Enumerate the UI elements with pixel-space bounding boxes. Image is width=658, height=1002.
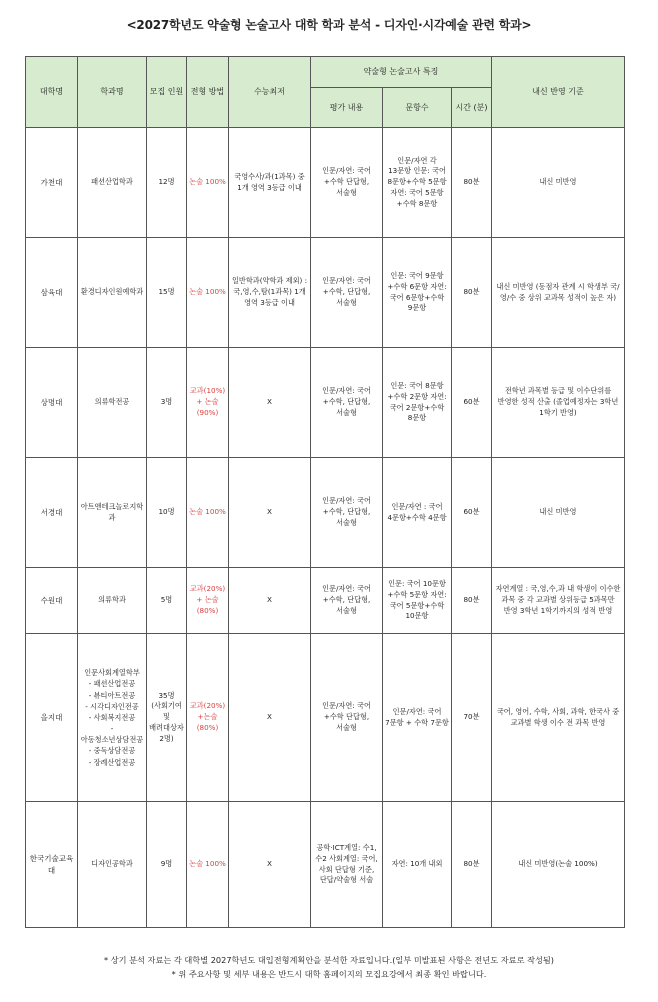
min-score-cell: X — [229, 634, 311, 802]
questions-cell: 인문/자연 각 13문항 인문: 국어 8문항+수학 5문항 자연: 국어 5문항+수학 8문항 — [383, 128, 452, 238]
method-cell: 교과(10%) + 논술(90%) — [187, 348, 229, 458]
table-row — [26, 634, 625, 802]
quota-cell: 10명 — [147, 458, 187, 568]
gpa-cell: 전학년 과목별 등급 및 이수단위를 반영한 성적 산출 (졸업예정자는 3학년 1학기 반영) — [492, 348, 625, 458]
department-name: 아트앤테크놀로지학과 — [78, 458, 147, 568]
table-row — [26, 568, 625, 634]
min-score-cell: X — [229, 458, 311, 568]
method-cell: 교과(20%) +논술(80%) — [187, 634, 229, 802]
department-line: - 사회복지전공 — [88, 712, 136, 722]
eval-cell: 인문/자연: 국어 +수학, 단답형, 서술형 — [311, 238, 383, 348]
time-cell: 60분 — [452, 348, 492, 458]
department-line: - 중독상담전공 — [88, 746, 136, 756]
gpa-cell: 내신 미반영(논술 100%) — [492, 802, 625, 928]
quota-cell: 35명 (사회기여 및 배려대상자 2명) — [147, 634, 187, 802]
university-name: 한국기술교육대 — [26, 802, 78, 928]
time-cell: 80분 — [452, 238, 492, 348]
table-row — [26, 458, 625, 568]
method-cell: 논술 100% — [187, 802, 229, 928]
university-name: 서경대 — [26, 458, 78, 568]
questions-cell: 인문: 국어 9문항+수학 6문항 자연: 국어 6문항+수학 9문항 — [383, 238, 452, 348]
department-name: 디자인공학과 — [78, 802, 147, 928]
time-cell: 80분 — [452, 568, 492, 634]
eval-cell: 인문/자연: 국어 +수학 단답형, 서술형 — [311, 128, 383, 238]
page-title: <2027학년도 약술형 논술고사 대학 학과 분석 - 디자인·시각예술 관련 학과> — [126, 18, 532, 32]
department-line: - 아동청소년상담전공 — [80, 724, 144, 745]
eval-cell: 인문/자연: 국어 +수학, 단답형, 서술형 — [311, 348, 383, 458]
header-method: 전형 방법 — [187, 57, 229, 128]
questions-cell: 인문/자연 : 국어 4문항+수학 4문항 — [383, 458, 452, 568]
time-cell: 60분 — [452, 458, 492, 568]
department-line: 인문사회계열학부 — [84, 668, 140, 678]
header-eval: 평가 내용 — [311, 88, 383, 128]
quota-cell: 9명 — [147, 802, 187, 928]
department-name: 의류학전공 — [78, 348, 147, 458]
gpa-cell: 내신 미반영 — [492, 128, 625, 238]
questions-cell: 자연: 10개 내외 — [383, 802, 452, 928]
footer-note: * 상기 분석 자료는 각 대학별 2027학년도 대입전형계획안을 분석한 자료입니다.(일부 미발표된 사항은 전년도 자료로 작성됨) — [104, 955, 554, 965]
questions-cell: 인문/자연: 국어 7문항 + 수학 7문항 — [383, 634, 452, 802]
gpa-cell: 내신 미반영 (동점자 관계 시 학생부 국/영/수 중 상위 교과목 성적이 높은 자) — [492, 238, 625, 348]
university-name: 가천대 — [26, 128, 78, 238]
eval-cell: 인문/자연: 국어 +수학, 단답형, 서술형 — [311, 568, 383, 634]
header-university: 대학명 — [26, 57, 78, 128]
time-cell: 80분 — [452, 128, 492, 238]
footer-note: * 위 주요사항 및 세부 내용은 반드시 대학 홈페이지의 모집요강에서 최종 확인 바랍니다. — [171, 969, 487, 980]
university-name: 삼육대 — [26, 238, 78, 348]
department-name: 의류학과 — [78, 568, 147, 634]
header-department: 학과명 — [78, 57, 147, 128]
min-score-cell: X — [229, 568, 311, 634]
department-name: 환경디자인원예학과 — [78, 238, 147, 348]
time-cell: 80분 — [452, 802, 492, 928]
header-time: 시간 (분) — [452, 88, 492, 128]
header-min-score: 수능최저 — [229, 57, 311, 128]
min-score-cell: 일반학과(약학과 제외) : 국,영,수,탐(1과목) 1개 영역 3등급 이내 — [229, 238, 311, 348]
method-cell: 교과(20%) + 논술(80%) — [187, 568, 229, 634]
university-name: 상명대 — [26, 348, 78, 458]
gpa-cell: 자연계열 : 국,영,수,과 내 학생이 이수한 과목 중 각 교과별 상위등급 5과목만 반영 3학년 1학기까지의 성적 반영 — [492, 568, 625, 634]
method-cell: 논술 100% — [187, 458, 229, 568]
table-row — [26, 238, 625, 348]
gpa-cell: 내신 미반영 — [492, 458, 625, 568]
department-list — [78, 634, 147, 802]
quota-cell: 12명 — [147, 128, 187, 238]
department-line: - 시각디자인전공 — [85, 701, 139, 711]
header-questions: 문항수 — [383, 88, 452, 128]
table-row — [26, 128, 625, 238]
eval-cell: 인문/자연: 국어 +수학, 단답형, 서술형 — [311, 458, 383, 568]
min-score-cell: X — [229, 348, 311, 458]
header-features: 약술형 논술고사 특징 — [311, 57, 492, 88]
time-cell: 70분 — [452, 634, 492, 802]
university-name: 을지대 — [26, 634, 78, 802]
quota-cell: 15명 — [147, 238, 187, 348]
table-row — [26, 348, 625, 458]
min-score-cell: 국영수사/과(1과목) 중 1개 영역 3등급 이내 — [229, 128, 311, 238]
department-line: - 뷰티아트전공 — [88, 690, 136, 700]
method-cell: 논술 100% — [187, 238, 229, 348]
table-row — [26, 802, 625, 928]
university-name: 수원대 — [26, 568, 78, 634]
questions-cell: 인문: 국어 10문항+수학 5문항 자연: 국어 5문항+수학 10문항 — [383, 568, 452, 634]
method-cell: 논술 100% — [187, 128, 229, 238]
questions-cell: 인문: 국어 8문항+수학 2문항 자연: 국어 2문항+수학 8문항 — [383, 348, 452, 458]
university-table — [25, 56, 625, 928]
department-line: - 장례산업전공 — [88, 757, 136, 767]
eval-cell: 인문/자연: 국어 +수학 단답형, 서술형 — [311, 634, 383, 802]
header-gpa: 내신 반영 기준 — [492, 57, 625, 128]
eval-cell: 공학·ICT계열: 수1, 수2 사회계열: 국어, 사회 단답형 기준, 단답/약술형 서술 — [311, 802, 383, 928]
gpa-cell: 국어, 영어, 수학, 사회, 과학, 한국사 중 교과별 학생 이수 전 과목 반영 — [492, 634, 625, 802]
quota-cell: 5명 — [147, 568, 187, 634]
header-quota: 모집 인원 — [147, 57, 187, 128]
quota-cell: 3명 — [147, 348, 187, 458]
department-line: - 패션산업전공 — [88, 679, 136, 689]
min-score-cell: X — [229, 802, 311, 928]
department-name: 패션산업학과 — [78, 128, 147, 238]
footer-notes — [0, 953, 658, 982]
